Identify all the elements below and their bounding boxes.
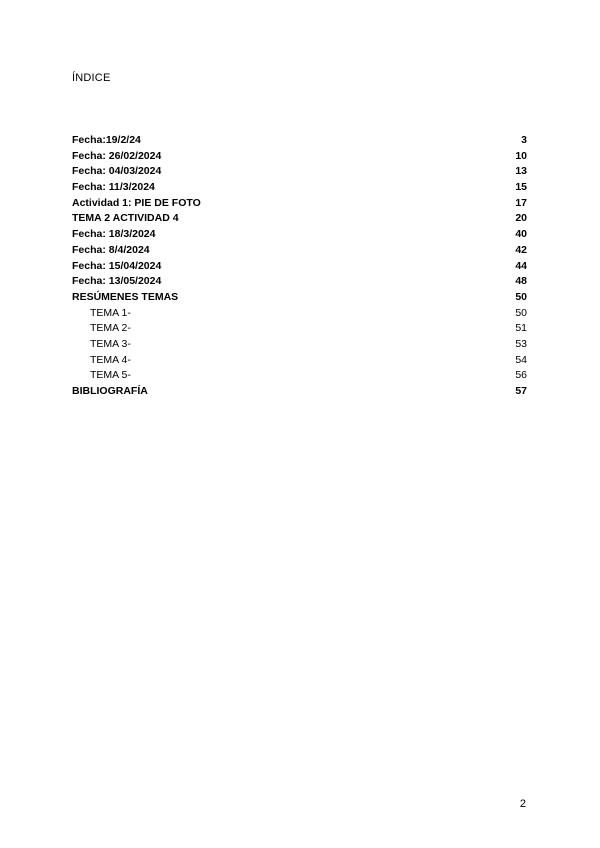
toc-entry-page: 10 (515, 149, 527, 162)
toc-entry-page: 57 (515, 385, 527, 397)
toc-entry-title: Fecha: 8/4/2024 (72, 243, 150, 256)
toc-entry-title: Fecha: 11/3/2024 (72, 181, 155, 194)
toc-entry[interactable] (72, 180, 527, 196)
toc-entry-page: 56 (515, 369, 527, 382)
toc-entry-title: TEMA 5- (90, 369, 131, 382)
toc-entry[interactable] (72, 259, 527, 275)
page-number: 2 (519, 798, 526, 810)
toc-entry[interactable] (72, 290, 527, 306)
toc-entry-page: 13 (515, 165, 527, 178)
toc-entry-page: 40 (515, 228, 527, 241)
toc-entry-page: 42 (515, 243, 527, 256)
toc-entry[interactable] (72, 196, 527, 212)
toc-entry-title: TEMA 2 ACTIVIDAD 4 (72, 212, 179, 225)
toc-entry-title: TEMA 3- (90, 337, 131, 350)
toc-entry-page: 53 (515, 337, 527, 350)
toc-entry[interactable] (72, 384, 527, 400)
toc-entry-title: RESÚMENES TEMAS (72, 290, 179, 303)
toc-entry[interactable] (72, 243, 527, 259)
toc-entry-page: 17 (515, 196, 527, 209)
toc-entry[interactable] (72, 133, 527, 149)
toc-entry-page: 48 (515, 275, 527, 288)
toc-entry-title: TEMA 1- (90, 306, 131, 319)
toc-entry-title: Fecha: 04/03/2024 (72, 165, 162, 178)
toc-entry[interactable] (72, 211, 527, 227)
toc-entry-title: Fecha: 13/05/2024 (72, 275, 162, 288)
toc-entry-title: Fecha:19/2/24 (72, 134, 141, 146)
toc-entry[interactable] (72, 274, 527, 290)
toc-entry-page: 3 (521, 134, 527, 146)
toc-entry[interactable] (72, 306, 527, 322)
toc-entry-title: Fecha: 15/04/2024 (72, 259, 162, 272)
toc-entry-title: Fecha: 18/3/2024 (72, 228, 156, 241)
toc-entry-page: 50 (515, 290, 527, 303)
toc-entry-title: BIBLIOGRAFÍA (72, 385, 148, 397)
toc-entry[interactable] (72, 368, 527, 384)
toc-entry[interactable] (72, 321, 527, 337)
toc-list (72, 133, 527, 400)
toc-entry-page: 44 (515, 259, 527, 272)
toc-entry[interactable] (72, 337, 527, 353)
toc-entry-title: TEMA 4- (90, 353, 131, 366)
toc-entry[interactable] (72, 227, 527, 243)
toc-entry-title: Actividad 1: PIE DE FOTO (72, 196, 201, 209)
toc-entry-title: TEMA 2- (90, 322, 131, 335)
toc-entry-page: 50 (515, 306, 527, 319)
toc-entry[interactable] (72, 149, 527, 165)
toc-entry-page: 15 (515, 181, 527, 194)
toc-entry-title: Fecha: 26/02/2024 (72, 149, 162, 162)
toc-entry-page: 20 (515, 212, 527, 225)
toc-entry[interactable] (72, 164, 527, 180)
toc-entry-page: 51 (515, 322, 527, 335)
toc-entry[interactable] (72, 353, 527, 369)
toc-entry-page: 54 (515, 353, 527, 366)
toc-heading: ÍNDICE (72, 72, 111, 84)
